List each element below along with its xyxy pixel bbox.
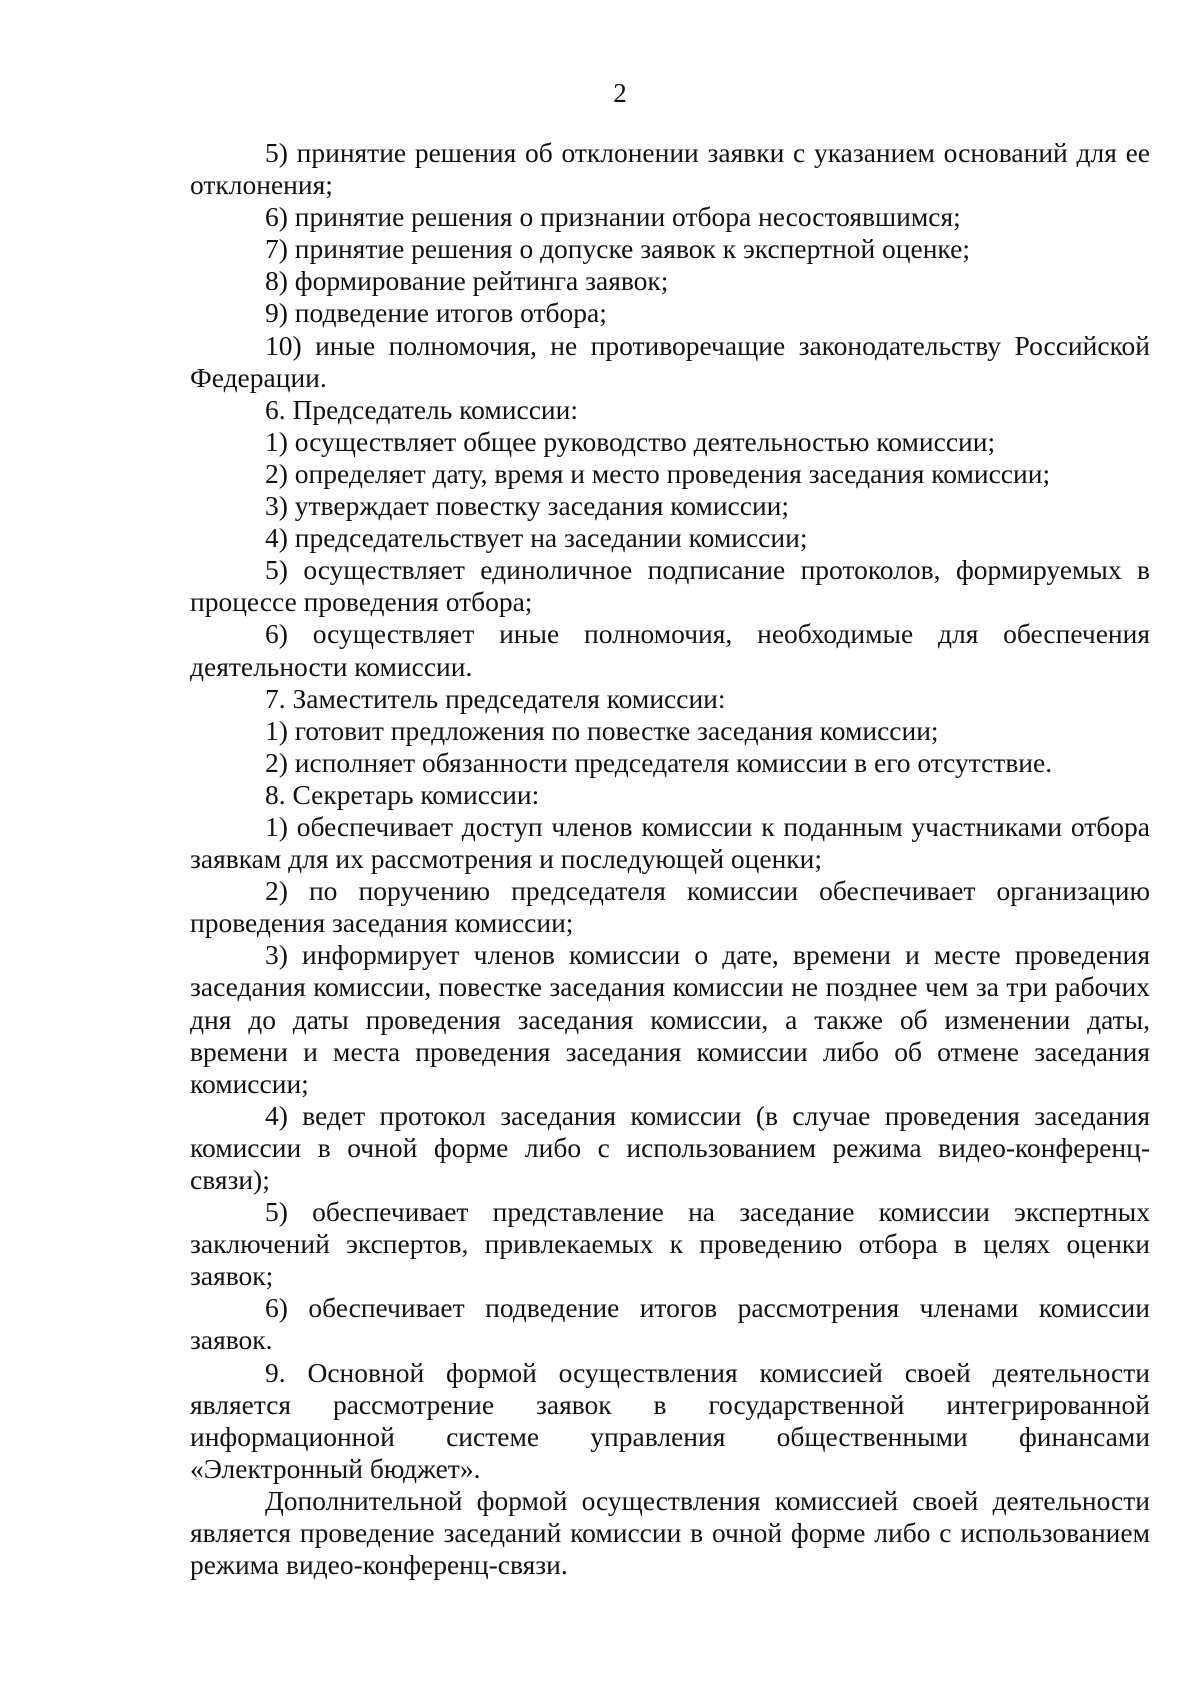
paragraph-item: 9) подведение итогов отбора; [265,297,607,329]
paragraph-item: 5) обеспечивает представление на заседание комиссии экспертных заключений экспертов, привлекаемых к проведению отбора в целях оценки заявок; [190,1196,1150,1292]
paragraph-item: Дополнительной формой осуществления комиссией своей деятельности является проведение заседаний комиссии в очной форме либо с использованием режима видео-конференц-связи. [190,1484,1150,1581]
paragraph-item: 4) ведет протокол заседания комиссии (в случае проведения заседания комиссии в очной форме либо с использованием режима видео-конференц-связи); [190,1099,1150,1195]
paragraph-item: 6) принятие решения о признании отбора несостоявшимся; [265,201,961,233]
section-heading: 8. Секретарь комиссии: [265,778,540,810]
paragraph-item: 10) иные полномочия, не противоречащие законодательству Российской Федерации. [190,329,1150,393]
paragraph-item: 3) информирует членов комиссии о дате, времени и месте проведения заседания комиссии, повестке заседания комиссии не позднее чем за три рабочих дня до даты проведения заседания комиссии, а также об изменении даты, времени и места проведения заседания комиссии либо об отмене заседания комиссии; [190,939,1150,1099]
paragraph-item: 1) готовит предложения по повестке заседания комиссии; [265,714,939,746]
paragraph-item: 5) принятие решения об отклонении заявки с указанием оснований для ее отклонения; [190,137,1150,201]
paragraph-item: 8) формирование рейтинга заявок; [265,265,669,297]
paragraph-item: 5) осуществляет единоличное подписание протоколов, формируемых в процессе проведения отбора; [190,554,1150,618]
paragraph-item: 2) по поручению председателя комиссии обеспечивает организацию проведения заседания комиссии; [190,875,1150,939]
paragraph-item: 3) утверждает повестку заседания комиссии; [265,490,790,522]
section-paragraph: 9. Основной формой осуществления комиссией своей деятельности является рассмотрение заявок в государственной интегрированной информационной системе управления общественными финансами «Электронный бюджет». [190,1356,1150,1484]
paragraph-item: 2) определяет дату, время и место проведения заседания комиссии; [265,457,1051,489]
page-number: 2 [613,78,627,108]
paragraph-item: 6) осуществляет иные полномочия, необходимые для обеспечения деятельности комиссии. [190,618,1150,682]
paragraph-item: 4) председательствует на заседании комиссии; [265,522,808,554]
paragraph-item: 6) обеспечивает подведение итогов рассмотрения членами комиссии заявок. [190,1292,1150,1356]
paragraph-item: 7) принятие решения о допуске заявок к экспертной оценке; [265,233,970,265]
section-heading: 7. Заместитель председателя комиссии: [265,682,726,714]
paragraph-item: 1) обеспечивает доступ членов комиссии к поданным участниками отбора заявкам для их рассмотрения и последующей оценки; [190,810,1150,875]
paragraph-item: 2) исполняет обязанности председателя комиссии в его отсутствие. [265,746,1053,778]
section-heading: 6. Председатель комиссии: [265,393,578,425]
paragraph-item: 1) осуществляет общее руководство деятельностью комиссии; [265,425,996,457]
document-body [190,137,1150,1581]
